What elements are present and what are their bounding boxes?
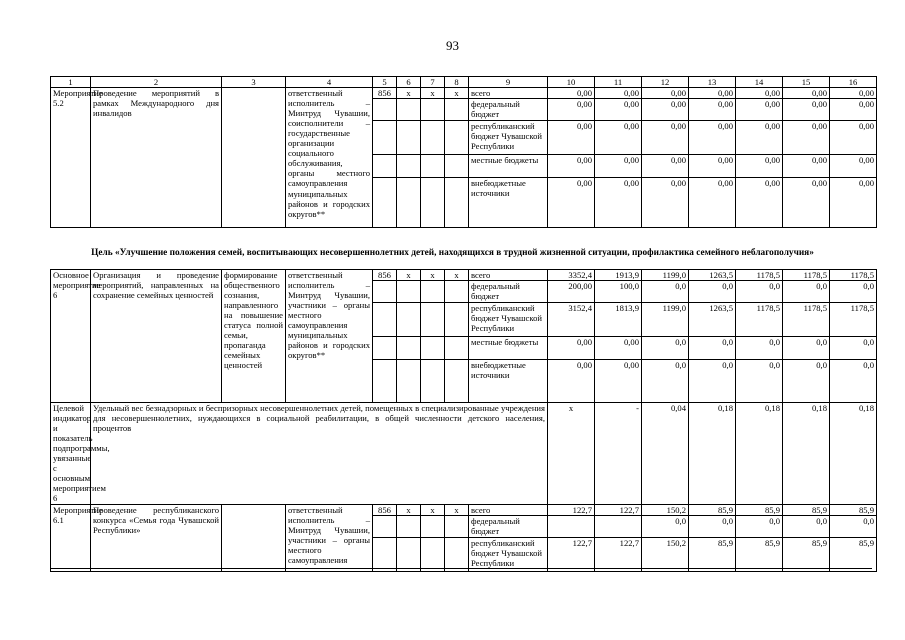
value-cell: 0,00 bbox=[548, 178, 595, 228]
value-cell: 0,00 bbox=[595, 337, 642, 360]
value-cell: 0,00 bbox=[548, 337, 595, 360]
funding-source: федеральный бюджет bbox=[469, 99, 548, 121]
value-cell: 0,00 bbox=[595, 178, 642, 228]
value-cell: 0,00 bbox=[642, 178, 689, 228]
value-cell: 0,00 bbox=[736, 99, 783, 121]
value-cell: 0,00 bbox=[689, 155, 736, 178]
table-row bbox=[51, 88, 877, 99]
funding-source: внебюджетные источники bbox=[469, 360, 548, 403]
value-cell: 0,0 bbox=[689, 360, 736, 403]
value-cell: 200,00 bbox=[548, 281, 595, 303]
value-cell: 0,00 bbox=[783, 99, 830, 121]
empty-code-cell bbox=[373, 121, 397, 155]
column-number-2: 2 bbox=[91, 77, 222, 88]
value-cell: 85,9 bbox=[783, 537, 830, 571]
funding-source: всего bbox=[469, 88, 548, 99]
activity-name: Организация и проведение мероприятий, направленных на сохранение семейных ценностей bbox=[91, 270, 222, 403]
code-x: x bbox=[421, 270, 445, 281]
empty-code-cell bbox=[421, 515, 445, 537]
value-cell: 0,00 bbox=[595, 121, 642, 155]
empty-code-cell bbox=[397, 178, 421, 228]
value-cell: 0,00 bbox=[642, 88, 689, 99]
value-cell: 85,9 bbox=[830, 504, 877, 515]
funding-source: федеральный бюджет bbox=[469, 515, 548, 537]
empty-code-cell bbox=[373, 155, 397, 178]
value-cell: 0,00 bbox=[783, 155, 830, 178]
value-cell: 0,0 bbox=[830, 337, 877, 360]
value-cell: 0,00 bbox=[689, 121, 736, 155]
goal-heading: Цель «Улучшение положения семей, воспитывающих несовершеннолетних детей, находящихся в трудной жизненной ситуации, профилактика семейного неблагополучия» bbox=[91, 248, 814, 258]
value-cell: 0,00 bbox=[642, 99, 689, 121]
code-x: x bbox=[445, 88, 469, 99]
value-cell: 0,00 bbox=[548, 360, 595, 403]
empty-code-cell bbox=[421, 178, 445, 228]
value-cell: 0,00 bbox=[595, 360, 642, 403]
activity-goal bbox=[222, 504, 286, 571]
funding-source: федеральный бюджет bbox=[469, 281, 548, 303]
value-cell: 0,00 bbox=[595, 99, 642, 121]
funding-source: местные бюджеты bbox=[469, 337, 548, 360]
value-cell: 0,00 bbox=[689, 99, 736, 121]
column-number-7: 7 bbox=[421, 77, 445, 88]
activity-goal bbox=[222, 88, 286, 228]
indicator-value: 0,18 bbox=[830, 403, 877, 504]
empty-code-cell bbox=[397, 121, 421, 155]
value-cell: 0,00 bbox=[830, 155, 877, 178]
column-number-3: 3 bbox=[222, 77, 286, 88]
value-cell: 1178,5 bbox=[783, 270, 830, 281]
value-cell: 0,00 bbox=[642, 155, 689, 178]
value-cell: 122,7 bbox=[548, 537, 595, 571]
value-cell: 1263,5 bbox=[689, 270, 736, 281]
empty-code-cell bbox=[373, 537, 397, 571]
code-x: x bbox=[397, 270, 421, 281]
empty-code-cell bbox=[397, 303, 421, 337]
activity-name: Проведение республиканского конкурса «Семья года Чувашской Республики» bbox=[91, 504, 222, 571]
column-number-5: 5 bbox=[373, 77, 397, 88]
empty-code-cell bbox=[373, 303, 397, 337]
activity-label: Мероприятие 5.2 bbox=[51, 88, 91, 228]
empty-code-cell bbox=[373, 337, 397, 360]
empty-code-cell bbox=[421, 121, 445, 155]
column-number-1: 1 bbox=[51, 77, 91, 88]
grbs-code: 856 bbox=[373, 88, 397, 99]
value-cell: 0,0 bbox=[642, 515, 689, 537]
code-x: x bbox=[421, 504, 445, 515]
empty-code-cell bbox=[373, 178, 397, 228]
value-cell: 1178,5 bbox=[736, 270, 783, 281]
value-cell bbox=[595, 515, 642, 537]
grbs-code: 856 bbox=[373, 270, 397, 281]
value-cell bbox=[548, 515, 595, 537]
value-cell: 1263,5 bbox=[689, 303, 736, 337]
empty-code-cell bbox=[397, 515, 421, 537]
column-number-13: 13 bbox=[689, 77, 736, 88]
value-cell: 0,0 bbox=[783, 515, 830, 537]
column-number-12: 12 bbox=[642, 77, 689, 88]
funding-source: местные бюджеты bbox=[469, 155, 548, 178]
column-number-14: 14 bbox=[736, 77, 783, 88]
value-cell: 0,0 bbox=[830, 515, 877, 537]
indicator-value: 0,18 bbox=[689, 403, 736, 504]
empty-code-cell bbox=[373, 99, 397, 121]
empty-code-cell bbox=[373, 360, 397, 403]
value-cell: 150,2 bbox=[642, 537, 689, 571]
column-number-10: 10 bbox=[548, 77, 595, 88]
empty-code-cell bbox=[445, 537, 469, 571]
activity-executor: ответственный исполнитель – Минтруд Чувашии, участники – органы местного самоуправления bbox=[286, 504, 373, 571]
column-number-8: 8 bbox=[445, 77, 469, 88]
funding-source: республиканский бюджет Чувашской Республики bbox=[469, 537, 548, 571]
empty-code-cell bbox=[421, 537, 445, 571]
row-group-m52 bbox=[51, 88, 877, 228]
value-cell: 0,0 bbox=[689, 515, 736, 537]
empty-code-cell bbox=[421, 360, 445, 403]
value-cell: 0,00 bbox=[548, 88, 595, 99]
indicator-text: Удельный вес безнадзорных и беспризорных несовершеннолетних детей, помещенных в специализированные учреждения для несовершеннолетних, нуждающихся в социальной реабилитации, в общей численности детского населения, процентов bbox=[91, 403, 548, 504]
value-cell: 0,0 bbox=[783, 337, 830, 360]
table-bottom bbox=[50, 269, 877, 572]
empty-code-cell bbox=[445, 178, 469, 228]
value-cell: 0,00 bbox=[736, 121, 783, 155]
value-cell: 85,9 bbox=[783, 504, 830, 515]
empty-code-cell bbox=[421, 99, 445, 121]
funding-source: республиканский бюджет Чувашской Республики bbox=[469, 303, 548, 337]
code-x: x bbox=[421, 88, 445, 99]
empty-code-cell bbox=[421, 337, 445, 360]
value-cell: 1199,0 bbox=[642, 303, 689, 337]
empty-code-cell bbox=[445, 303, 469, 337]
value-cell: 0,00 bbox=[548, 121, 595, 155]
column-number-6: 6 bbox=[397, 77, 421, 88]
value-cell: 3152,4 bbox=[548, 303, 595, 337]
empty-code-cell bbox=[373, 281, 397, 303]
indicator-value: 0,18 bbox=[736, 403, 783, 504]
indicator-x: x bbox=[548, 403, 595, 504]
funding-source: республиканский бюджет Чувашской Республики bbox=[469, 121, 548, 155]
value-cell: 0,0 bbox=[783, 360, 830, 403]
row-group-m61 bbox=[51, 504, 877, 571]
column-number-16: 16 bbox=[830, 77, 877, 88]
empty-code-cell bbox=[397, 537, 421, 571]
empty-code-cell bbox=[373, 515, 397, 537]
value-cell: 0,00 bbox=[736, 155, 783, 178]
value-cell: 0,0 bbox=[736, 515, 783, 537]
value-cell: 0,00 bbox=[830, 121, 877, 155]
value-cell: 0,0 bbox=[689, 281, 736, 303]
value-cell: 0,0 bbox=[642, 281, 689, 303]
value-cell: 0,0 bbox=[642, 337, 689, 360]
value-cell: 100,0 bbox=[595, 281, 642, 303]
value-cell: 1813,9 bbox=[595, 303, 642, 337]
value-cell: 0,00 bbox=[736, 88, 783, 99]
value-cell: 0,00 bbox=[783, 178, 830, 228]
activity-label: Основное мероприятие 6 bbox=[51, 270, 91, 403]
code-x: x bbox=[445, 504, 469, 515]
code-x: x bbox=[397, 88, 421, 99]
value-cell: 0,00 bbox=[783, 88, 830, 99]
activity-executor: ответственный исполнитель – Минтруд Чувашии, участники – органы местного самоуправления муниципальных районов и городских округов** bbox=[286, 270, 373, 403]
value-cell: 85,9 bbox=[689, 504, 736, 515]
column-number-row bbox=[51, 77, 877, 88]
value-cell: 1178,5 bbox=[783, 303, 830, 337]
activity-executor: ответственный исполнитель – Минтруд Чувашии, соисполнители – государственные организации социального обслуживания, органы местного самоуправления муниципальных районов и городских округов** bbox=[286, 88, 373, 228]
empty-code-cell bbox=[397, 155, 421, 178]
value-cell: 0,0 bbox=[736, 337, 783, 360]
value-cell: 122,7 bbox=[595, 504, 642, 515]
value-cell: 3352,4 bbox=[548, 270, 595, 281]
value-cell: 150,2 bbox=[642, 504, 689, 515]
empty-code-cell bbox=[397, 337, 421, 360]
indicator-value: 0,18 bbox=[783, 403, 830, 504]
row-group-m6 bbox=[51, 270, 877, 403]
value-cell: 1178,5 bbox=[830, 270, 877, 281]
value-cell: 122,7 bbox=[548, 504, 595, 515]
funding-source: всего bbox=[469, 504, 548, 515]
empty-code-cell bbox=[421, 303, 445, 337]
value-cell: 0,00 bbox=[642, 121, 689, 155]
value-cell: 0,00 bbox=[689, 88, 736, 99]
value-cell: 0,00 bbox=[830, 178, 877, 228]
value-cell: 0,00 bbox=[595, 88, 642, 99]
value-cell: 0,0 bbox=[830, 281, 877, 303]
page-number: 93 bbox=[446, 38, 459, 53]
funding-source: всего bbox=[469, 270, 548, 281]
value-cell: 85,9 bbox=[736, 504, 783, 515]
indicator-value: 0,04 bbox=[642, 403, 689, 504]
grbs-code: 856 bbox=[373, 504, 397, 515]
value-cell: 1913,9 bbox=[595, 270, 642, 281]
value-cell: 0,00 bbox=[736, 178, 783, 228]
funding-source: внебюджетные источники bbox=[469, 178, 548, 228]
code-x: x bbox=[445, 270, 469, 281]
value-cell: 1178,5 bbox=[736, 303, 783, 337]
empty-code-cell bbox=[445, 155, 469, 178]
value-cell: 0,0 bbox=[736, 360, 783, 403]
value-cell: 85,9 bbox=[736, 537, 783, 571]
value-cell: 0,00 bbox=[830, 99, 877, 121]
empty-code-cell bbox=[445, 281, 469, 303]
row-group-indicator bbox=[51, 403, 877, 504]
activity-label: Мероприятие 6.1 bbox=[51, 504, 91, 571]
table-top bbox=[50, 76, 877, 228]
table-row bbox=[51, 504, 877, 515]
table-row bbox=[51, 270, 877, 281]
value-cell: 85,9 bbox=[830, 537, 877, 571]
column-number-15: 15 bbox=[783, 77, 830, 88]
empty-code-cell bbox=[397, 360, 421, 403]
value-cell: 0,0 bbox=[736, 281, 783, 303]
value-cell: 0,00 bbox=[595, 155, 642, 178]
activity-goal: формирование общественного сознания, направленного на повышение статуса полной семьи, пропаганда семейных ценностей bbox=[222, 270, 286, 403]
value-cell: 0,0 bbox=[642, 360, 689, 403]
empty-code-cell bbox=[445, 360, 469, 403]
value-cell: 0,00 bbox=[783, 121, 830, 155]
indicator-label: Целевой индикатор и показатель подпрограммы, увязанные с основным мероприятием 6 bbox=[51, 403, 91, 504]
value-cell: 85,9 bbox=[689, 537, 736, 571]
value-cell: 0,00 bbox=[548, 155, 595, 178]
indicator-value: - bbox=[595, 403, 642, 504]
value-cell: 0,0 bbox=[689, 337, 736, 360]
code-x: x bbox=[397, 504, 421, 515]
empty-code-cell bbox=[397, 99, 421, 121]
empty-code-cell bbox=[421, 281, 445, 303]
indicator-row bbox=[51, 403, 877, 504]
empty-code-cell bbox=[421, 155, 445, 178]
column-number-9: 9 bbox=[469, 77, 548, 88]
value-cell: 0,00 bbox=[548, 99, 595, 121]
empty-code-cell bbox=[397, 281, 421, 303]
value-cell: 1178,5 bbox=[830, 303, 877, 337]
value-cell: 0,00 bbox=[689, 178, 736, 228]
empty-code-cell bbox=[445, 99, 469, 121]
value-cell: 0,0 bbox=[783, 281, 830, 303]
value-cell: 1199,0 bbox=[642, 270, 689, 281]
column-number-11: 11 bbox=[595, 77, 642, 88]
empty-code-cell bbox=[445, 337, 469, 360]
value-cell: 0,00 bbox=[830, 88, 877, 99]
empty-code-cell bbox=[445, 121, 469, 155]
value-cell: 0,0 bbox=[830, 360, 877, 403]
value-cell: 122,7 bbox=[595, 537, 642, 571]
bottom-rule bbox=[50, 568, 872, 569]
column-number-4: 4 bbox=[286, 77, 373, 88]
activity-name: Проведение мероприятий в рамках Международного дня инвалидов bbox=[91, 88, 222, 228]
empty-code-cell bbox=[445, 515, 469, 537]
